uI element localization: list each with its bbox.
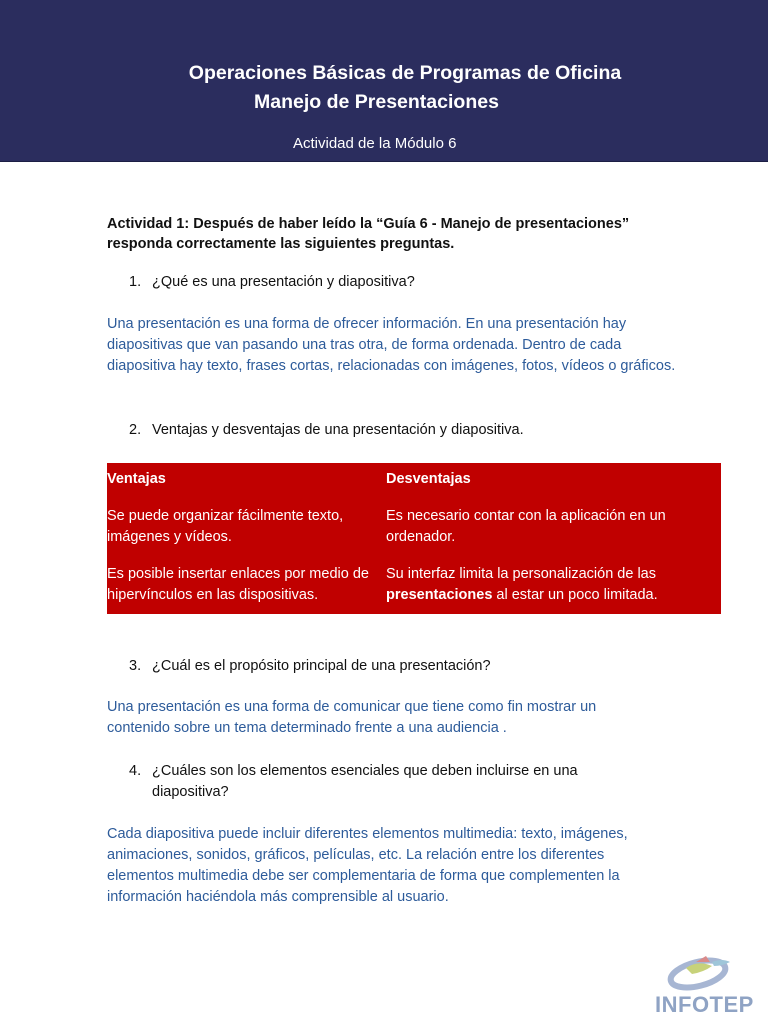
instructions-line-2: responda correctamente las siguientes preguntas.: [107, 236, 455, 252]
question-text: ¿Cuáles son los elementos esenciales que deben incluirse en una diapositiva?: [152, 763, 578, 800]
disadvantage-2-text-end: al estar un poco limitada.: [492, 587, 658, 603]
answer-4: Cada diapositiva puede incluir diferentes elementos multimedia: texto, imágenes, animaciones, sonidos, gráficos, películas, etc. La relación entre los diferentes elementos multimedia debe ser complementaria de forma que complementen la información haciéndola más comprensible al usuario.: [107, 826, 628, 905]
advantages-table: [107, 463, 721, 614]
document-title: Operaciones Básicas de Programas de Oficina: [188, 62, 622, 84]
question-2: [129, 420, 524, 441]
document-header: [0, 0, 768, 162]
question-number: 3.: [129, 658, 142, 674]
instructions-line-1: Actividad 1: Después de haber leído la “Guía 6 - Manejo de presentaciones”: [107, 216, 630, 232]
logo-wordmark: INFOTEP: [655, 992, 754, 1017]
activity-instructions: [107, 214, 687, 254]
question-3: [129, 656, 491, 677]
question-1: [129, 272, 415, 293]
disadvantage-2-text-bold: presentaciones: [386, 587, 493, 603]
question-4: [129, 761, 609, 803]
table-cell-disadvantage-1: Es necesario contar con la aplicación en un ordenador.: [386, 508, 666, 545]
answer-1: Una presentación es una forma de ofrecer información. En una presentación hay diapositivas que van pasando una tras otra, de forma ordenada. Dentro de cada diapositiva hay texto, frases cortas, relacionadas con imágenes, fotos, vídeos o gráficos.: [107, 316, 676, 374]
question-text: Ventajas y desventajas de una presentación y diapositiva.: [152, 422, 524, 438]
disadvantage-2-text-start: Su interfaz limita la personalización de las: [386, 566, 656, 582]
document-subject: Manejo de Presentaciones: [254, 91, 499, 113]
table-cell-advantage-2: Es posible insertar enlaces por medio de hipervínculos en las dispositivas.: [107, 566, 369, 603]
question-number: 2.: [129, 422, 142, 438]
question-text: ¿Qué es una presentación y diapositiva?: [152, 274, 415, 290]
table-cell-advantage-1: Se puede organizar fácilmente texto, imágenes y vídeos.: [107, 508, 344, 545]
question-number: 4.: [129, 763, 142, 779]
table-cell-disadvantage-2: [386, 564, 716, 606]
answer-3: Una presentación es una forma de comunicar que tiene como fin mostrar un contenido sobre un tema determinado frente a una audiencia .: [107, 699, 597, 736]
question-number: 1.: [129, 274, 142, 290]
activity-label: Actividad de la Módulo 6: [293, 135, 457, 152]
question-text: ¿Cuál es el propósito principal de una presentación?: [152, 658, 491, 674]
table-header-disadvantages: Desventajas: [386, 471, 471, 487]
table-header-advantages: Ventajas: [107, 471, 166, 487]
